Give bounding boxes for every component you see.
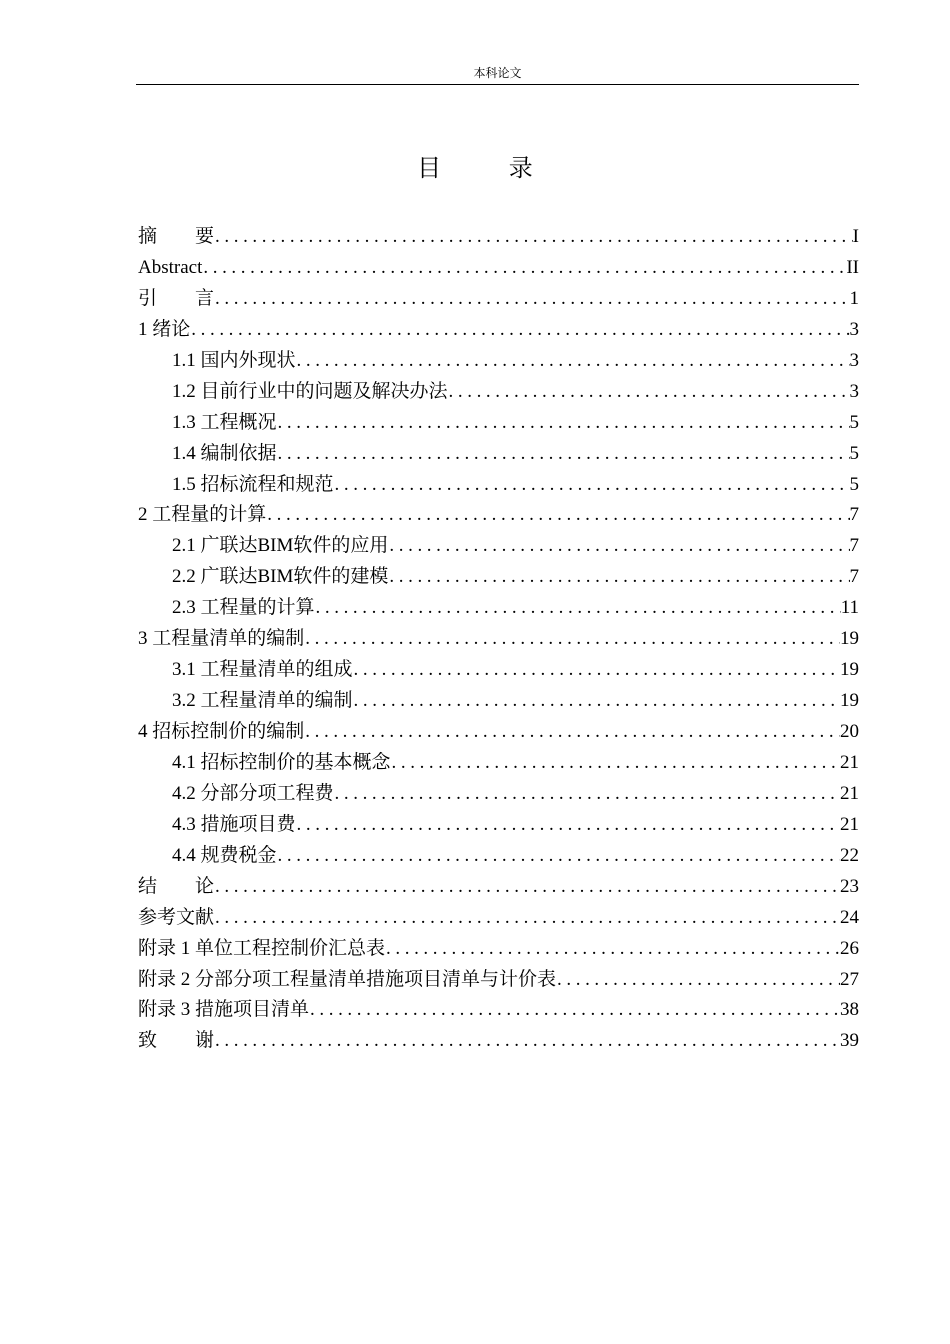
toc-entry-label: 1.5 招标流程和规范 (172, 473, 334, 495)
toc-dot-leader (214, 872, 840, 903)
toc-entry-label: 1.2 目前行业中的问题及解决办法 (172, 380, 448, 402)
toc-entry[interactable] (138, 810, 859, 841)
toc-entry-page-number: 21 (840, 813, 859, 835)
toc-entry[interactable] (138, 408, 859, 439)
toc-entry-page-number: 22 (840, 844, 859, 866)
toc-dot-leader (334, 470, 850, 501)
toc-dot-leader (202, 253, 846, 284)
toc-entry-label: 3 工程量清单的编制 (138, 628, 305, 650)
toc-dot-leader (214, 1026, 840, 1057)
toc-entry-page-number: 5 (849, 442, 859, 464)
toc-entry-label: 2.1 广联达BIM软件的应用 (172, 535, 389, 557)
toc-dot-leader (277, 841, 840, 872)
toc-entry-page-number: 23 (840, 875, 859, 897)
toc-dot-leader (277, 439, 850, 470)
toc-entry-label: 4 招标控制价的编制 (138, 721, 305, 742)
toc-entry-page-number: 27 (840, 968, 859, 990)
toc-entry-page-number: 7 (849, 535, 859, 557)
toc-dot-leader (353, 655, 840, 686)
toc-entry[interactable] (138, 1026, 859, 1057)
toc-entry-label: 1.4 编制依据 (172, 442, 277, 464)
toc-entry[interactable] (138, 717, 859, 748)
toc-dot-leader (296, 810, 840, 841)
toc-entry[interactable] (138, 841, 859, 872)
toc-entry[interactable] (138, 624, 859, 655)
toc-entry-page-number: 38 (840, 999, 859, 1021)
toc-entry-label: 3.2 工程量清单的编制 (172, 690, 353, 712)
toc-entry[interactable] (138, 500, 859, 531)
toc-dot-leader (214, 284, 849, 315)
toc-entry[interactable] (138, 748, 859, 779)
toc-entry-page-number: 19 (840, 690, 859, 712)
toc-dot-leader (556, 965, 840, 996)
toc-entry[interactable] (138, 593, 859, 624)
toc-dot-leader (304, 717, 840, 748)
toc-entry[interactable] (138, 377, 859, 408)
toc-entry-page-number: 3 (849, 318, 859, 340)
toc-entry-page-number: 3 (849, 380, 859, 402)
toc-entry-page-number: II (846, 256, 859, 278)
toc-entry-page-number: 11 (840, 597, 859, 619)
toc-entry[interactable] (138, 686, 859, 717)
toc-entry-label: 4.2 分部分项工程费 (172, 782, 334, 804)
toc-entry-label: 1 绪论 (138, 318, 191, 340)
toc-entry[interactable] (138, 439, 859, 470)
toc-dot-leader (304, 624, 840, 655)
toc-entry[interactable] (138, 470, 859, 501)
toc-dot-leader (448, 377, 850, 408)
toc-entry-label: 致 谢 (138, 1030, 215, 1052)
toc-entry-label: Abstract (138, 256, 203, 278)
toc-dot-leader (385, 934, 840, 965)
toc-entry-label: 4.3 措施项目费 (172, 813, 296, 835)
toc-entry-page-number: 26 (840, 937, 859, 959)
toc-dot-leader (315, 593, 841, 624)
toc-entry-label: 1.3 工程概况 (172, 411, 277, 433)
toc-dot-leader (296, 346, 850, 377)
toc-entry[interactable] (138, 562, 859, 593)
toc-entry-page-number: I (852, 226, 859, 247)
toc-dot-leader (190, 315, 849, 346)
toc-entry[interactable] (138, 965, 859, 996)
toc-entry[interactable] (138, 346, 859, 377)
toc-entry-page-number: 21 (840, 751, 859, 773)
toc-entry-page-number: 5 (849, 473, 859, 495)
toc-entry[interactable] (138, 253, 859, 284)
toc-dot-leader (214, 222, 853, 253)
toc-entry[interactable] (138, 655, 859, 686)
toc-entry[interactable] (138, 531, 859, 562)
toc-entry-page-number: 1 (849, 287, 859, 309)
toc-entry[interactable] (138, 779, 859, 810)
toc-entry-label: 2 工程量的计算 (138, 504, 267, 526)
toc-entry-label: 1.1 国内外现状 (172, 349, 296, 371)
toc-entry-page-number: 39 (840, 1030, 859, 1052)
toc-entry-page-number: 19 (840, 659, 859, 681)
toc-entry[interactable] (138, 995, 859, 1026)
toc-dot-leader (266, 500, 849, 531)
toc-entry[interactable] (138, 284, 859, 315)
toc-entry-page-number: 7 (849, 566, 859, 588)
toc-entry-page-number: 5 (849, 411, 859, 433)
toc-entry[interactable] (138, 934, 859, 965)
toc-entry-label: 2.3 工程量的计算 (172, 597, 315, 619)
page-title: 目 录 (417, 154, 563, 182)
toc-entry-label: 结 论 (138, 875, 215, 897)
toc-dot-leader (214, 903, 840, 934)
toc-entry[interactable] (138, 872, 859, 903)
toc-dot-leader (353, 686, 840, 717)
toc-dot-leader (309, 995, 840, 1026)
toc-entry-page-number: 24 (840, 906, 859, 928)
toc-entry-page-number: 19 (840, 628, 859, 650)
toc-entry-label: 2.2 广联达BIM软件的建模 (172, 566, 389, 588)
toc-entry-label: 参考文献 (138, 906, 215, 928)
toc-entry-page-number: 3 (849, 349, 859, 371)
toc-entry-label: 4.1 招标控制价的基本概念 (172, 751, 391, 773)
toc-entry-label: 附录 2 分部分项工程量清单措施项目清单与计价表 (138, 968, 557, 990)
toc-entry-page-number: 20 (840, 721, 859, 742)
toc-dot-leader (334, 779, 840, 810)
toc-dot-leader (277, 408, 850, 439)
toc-dot-leader (388, 531, 849, 562)
toc-entry[interactable] (138, 222, 859, 253)
toc-entry-label: 4.4 规费税金 (172, 844, 277, 866)
toc-entry[interactable] (138, 315, 859, 346)
toc-entry-label: 引 言 (138, 287, 215, 309)
toc-entry-label: 3.1 工程量清单的组成 (172, 659, 353, 681)
toc-dot-leader (391, 748, 840, 779)
toc-entry-label: 附录 3 措施项目清单 (138, 999, 310, 1021)
toc-entry-label: 摘 要 (138, 226, 215, 247)
toc-entry-label: 附录 1 单位工程控制价汇总表 (138, 937, 386, 959)
toc-entry-page-number: 21 (840, 782, 859, 804)
table-of-contents (138, 222, 859, 1057)
toc-dot-leader (388, 562, 849, 593)
running-header (136, 66, 859, 85)
toc-entry[interactable] (138, 903, 859, 934)
running-header-text: 本科论文 (473, 66, 522, 80)
toc-entry-page-number: 7 (849, 504, 859, 526)
